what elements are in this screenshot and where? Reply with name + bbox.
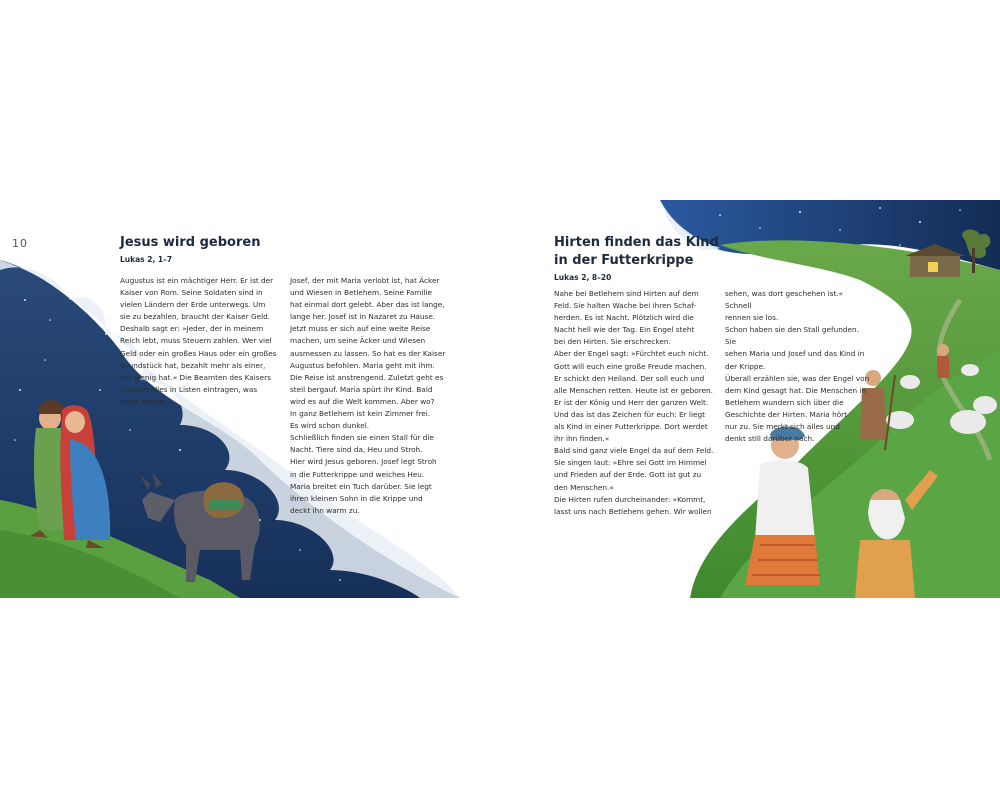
right-page-title-line-2: in der Futterkrippe [554,253,694,268]
left-page-scripture-reference: Lukas 2, 1–7 [120,255,173,264]
right-page-column-2: sehen, was dort geschehen ist.« Schnell rennen sie los. Schon haben sie den Stall gefunden. Sie sehen Maria und Josef und das Kind in der Krippe. Überall erzählen sie, was der Engel von dem Kind gesagt hat. Die Menschen in Betlehem wundern sich über die Geschichte der Hirten. Maria hört nur zu. Sie merkt sich alles und denkt still darüber nach. [725,289,870,444]
page-number: 10 [12,237,28,250]
left-page-column-1: Augustus ist ein mächtiger Herr. Er ist der Kaiser von Rom. Seine Soldaten sind in vielen Ländern der Erde unterwegs. Um sie zu bezahlen, braucht der Kaiser Geld. Deshalb sagt er: »Jeder, der in meinem Reich lebt, muss Steuern zahlen. Wer viel Geld oder ein großes Haus oder ein großes Grundstück hat, bezahlt mehr als einer, der wenig hat.« Die Beamten des Kaisers müssen alles in Listen eintragen, was einer besitzt. [120,276,277,406]
right-page-column-1: Nahe bei Betlehem sind Hirten auf dem Feld. Sie halten Wache bei ihren Schaf- herden. Es ist Nacht. Plötzlich wird die Nacht hell wie der Tag. Ein Engel steht bei den Hirten. Sie erschrecken. Aber der Engel sagt: »Fürchtet euch nicht. Gott will euch eine große Freude machen. Er schickt den Heiland. Der soll euch und alle Menschen retten. Heute ist er geboren. Er ist der König und Herr der ganzen Welt. Und das ist das Zeichen für euch: Er liegt als Kind in einer Futterkrippe. Dort werdet ihr ihn finden.« Bald sind ganz viele Engel da auf dem Feld. Sie singen laut: »Ehre sei Gott im Himmel und Frieden auf der Erde. Gott ist gut zu den Menschen.« Die Hirten rufen durcheinander: »Kommt, lasst uns nach Betlehem gehen. Wir wollen [554,289,714,516]
left-page-column-2: Josef, der mit Maria verlobt ist, hat Äcker und Wiesen in Betlehem. Seine Familie hat einmal dort gelebt. Aber das ist lange, lange her. Josef ist in Nazaret zu Hause. Jetzt muss er sich auf eine weite Reise machen, um seine Äcker und Wiesen ausmessen zu lassen. So hat es der Kaiser Augustus befohlen. Maria geht mit ihm. Die Reise ist anstrengend. Zuletzt geht es steil bergauf. Maria spürt ihr Kind. Bald wird es auf die Welt kommen. Aber wo? In ganz Betlehem ist kein Zimmer frei. Es wird schon dunkel. Schließlich finden sie einen Stall für die Nacht. Tiere sind da, Heu und Stroh. Hier wird Jesus geboren. Josef legt Stroh in die Futterkrippe und weiches Heu. Maria breitet ein Tuch darüber. Sie legt ihren kleinen Sohn in die Krippe und deckt ihn warm zu. [290,276,446,515]
right-page-title-line-1: Hirten finden das Kind [554,235,719,250]
left-page-title: Jesus wird geboren [120,235,261,250]
book-spread [0,200,1000,598]
right-page-scripture-reference: Lukas 2, 8–20 [554,273,612,282]
